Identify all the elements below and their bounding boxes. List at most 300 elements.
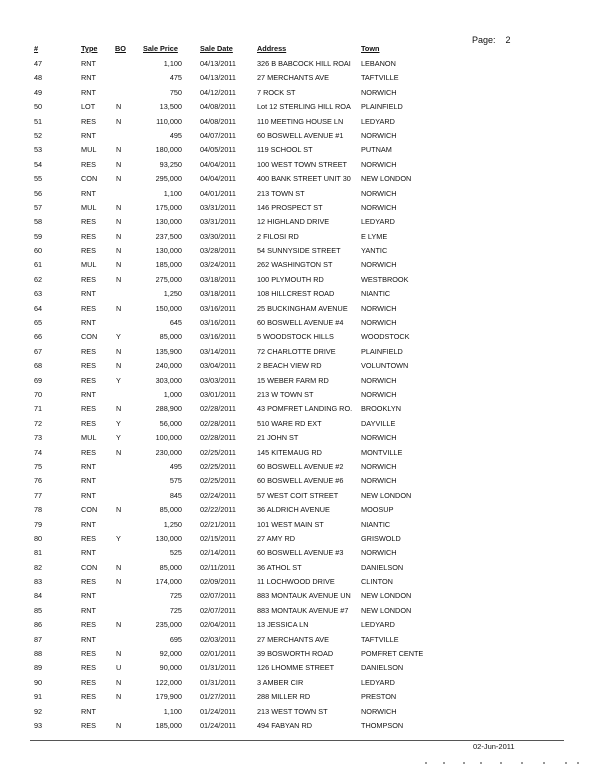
cell-sale-date: 04/13/2011 [200, 59, 236, 68]
cell-type: RES [81, 231, 97, 241]
cell-type: RES [81, 246, 97, 256]
cell-town: WOODSTOCK [361, 332, 410, 342]
table-header [0, 44, 600, 56]
cell-address: 288 MILLER RD [257, 692, 311, 702]
cell-num: 55 [34, 174, 43, 184]
cell-sale-date: 03/03/2011 [200, 375, 236, 385]
cell-num: 80 [34, 533, 43, 543]
cell-town: NORWICH [361, 303, 397, 313]
cell-num: 51 [34, 116, 43, 126]
cell-sale-date: 01/27/2011 [200, 692, 236, 702]
table-row [0, 302, 600, 316]
cell-sale-date: 04/13/2011 [200, 73, 236, 83]
cell-sale-date: 03/28/2011 [200, 246, 236, 256]
cell-address: 262 WASHINGTON ST [257, 260, 333, 270]
cell-sale-date: 04/07/2011 [200, 130, 236, 140]
cell-sale-price: 150,000 [155, 303, 182, 313]
table-row [0, 431, 600, 445]
cell-bo: N [116, 116, 122, 126]
table-row [0, 604, 600, 618]
cell-sale-date: 02/09/2011 [200, 577, 236, 587]
cell-num: 61 [34, 260, 43, 270]
table-row [0, 115, 600, 129]
cell-num: 89 [34, 663, 43, 673]
table-row [0, 374, 600, 388]
table-row [0, 460, 600, 474]
cell-town: NEW LONDON [361, 605, 412, 615]
cell-bo: N [116, 217, 122, 227]
sales-table [0, 57, 600, 733]
cell-sale-price: 93,250 [159, 159, 182, 169]
table-row [0, 215, 600, 229]
cell-town: BROOKLYN [361, 404, 402, 414]
cell-address: 15 WEBER FARM RD [257, 375, 329, 385]
cell-town: NORWICH [361, 433, 397, 443]
cell-num: 66 [34, 332, 43, 342]
cell-sale-date: 02/07/2011 [200, 591, 236, 601]
table-row [0, 100, 600, 114]
cell-num: 88 [34, 649, 43, 659]
cell-bo: Y [116, 332, 121, 342]
cell-town: NORWICH [361, 260, 397, 270]
table-row [0, 618, 600, 632]
cell-bo: N [116, 145, 122, 155]
cell-sale-date: 02/28/2011 [200, 418, 236, 428]
cell-town: TAFTVILLE [361, 634, 399, 644]
cell-town: VOLUNTOWN [361, 361, 409, 371]
cell-sale-price: 85,000 [159, 332, 182, 342]
cell-bo: N [116, 202, 122, 212]
table-row [0, 417, 600, 431]
cell-bo: N [116, 102, 122, 112]
table-row [0, 86, 600, 100]
table-row [0, 316, 600, 330]
cell-town: NIANTIC [361, 289, 391, 299]
cell-sale-price: 240,000 [155, 361, 182, 371]
cell-sale-date: 02/28/2011 [200, 433, 236, 443]
cell-sale-price: 1,250 [163, 519, 182, 529]
cell-sale-price: 92,000 [159, 649, 182, 659]
table-row [0, 503, 600, 517]
cell-address: 100 PLYMOUTH RD [257, 274, 324, 284]
cell-town: MOOSUP [361, 505, 394, 515]
cell-type: RES [81, 346, 97, 356]
cell-num: 70 [34, 389, 43, 399]
cell-type: RNT [81, 461, 96, 471]
cell-sale-date: 02/25/2011 [200, 447, 236, 457]
cell-town: DANIELSON [361, 663, 404, 673]
cell-bo: N [116, 562, 122, 572]
cell-sale-price: 175,000 [155, 202, 182, 212]
cell-address: 108 HILLCREST ROAD [257, 289, 335, 299]
cell-num: 79 [34, 519, 43, 529]
cell-town: PLAINFIELD [361, 346, 403, 356]
cell-town: NORWICH [361, 389, 397, 399]
cell-address: 60 BOSWELL AVENUE #6 [257, 476, 344, 486]
cell-sale-price: 237,500 [155, 231, 182, 241]
cell-address: 5 WOODSTOCK HILLS [257, 332, 334, 342]
cell-town: NORWICH [361, 476, 397, 486]
cell-type: RES [81, 375, 97, 385]
cell-sale-price: 130,000 [155, 246, 182, 256]
cell-address: 13 JESSICA LN [257, 620, 309, 630]
cell-sale-date: 03/18/2011 [200, 289, 236, 299]
cell-sale-price: 303,000 [155, 375, 182, 385]
scan-dot [577, 762, 579, 764]
cell-type: RES [81, 404, 97, 414]
cell-town: POMFRET CENTE [361, 649, 424, 659]
table-row [0, 158, 600, 172]
cell-sale-date: 04/12/2011 [200, 87, 236, 97]
cell-town: DANIELSON [361, 562, 404, 572]
cell-bo: N [116, 649, 122, 659]
cell-num: 73 [34, 433, 43, 443]
table-row [0, 518, 600, 532]
cell-address: 27 MERCHANTS AVE [257, 73, 330, 83]
cell-town: NORWICH [361, 461, 397, 471]
cell-sale-price: 180,000 [155, 145, 182, 155]
cell-sale-date: 02/01/2011 [200, 649, 236, 659]
cell-town: NORWICH [361, 318, 397, 328]
cell-town: E LYME [361, 231, 388, 241]
cell-sale-date: 02/25/2011 [200, 461, 236, 471]
cell-address: 27 MERCHANTS AVE [257, 634, 330, 644]
cell-sale-price: 85,000 [159, 505, 182, 515]
cell-sale-price: 230,000 [155, 447, 182, 457]
cell-num: 92 [34, 706, 43, 716]
cell-type: RES [81, 533, 97, 543]
cell-address: 54 SUNNYSIDE STREET [257, 246, 341, 256]
cell-type: RNT [81, 548, 96, 558]
cell-num: 67 [34, 346, 43, 356]
cell-sale-date: 02/14/2011 [200, 548, 236, 558]
cell-num: 52 [34, 130, 43, 140]
cell-sale-date: 03/24/2011 [200, 260, 236, 270]
cell-town: NORWICH [361, 202, 397, 212]
cell-type: RES [81, 663, 97, 673]
table-row [0, 143, 600, 157]
cell-sale-date: 04/05/2011 [200, 145, 236, 155]
cell-type: RES [81, 692, 97, 702]
cell-num: 50 [34, 102, 43, 112]
cell-type: RES [81, 361, 97, 371]
column-header-bo: BO [115, 44, 126, 53]
cell-address: 3 AMBER CIR [257, 677, 304, 687]
cell-num: 48 [34, 73, 43, 83]
cell-type: RES [81, 116, 97, 126]
cell-address: 119 SCHOOL ST [257, 145, 313, 155]
cell-bo: N [116, 303, 122, 313]
table-row [0, 71, 600, 85]
cell-type: RNT [81, 87, 96, 97]
cell-bo: N [116, 677, 122, 687]
table-row [0, 359, 600, 373]
cell-address: 883 MONTAUK AVENUE #7 [257, 605, 349, 615]
cell-town: THOMPSON [361, 720, 404, 730]
table-row [0, 57, 600, 71]
scan-dot [500, 762, 502, 764]
table-row [0, 561, 600, 575]
cell-town: NORWICH [361, 130, 397, 140]
cell-address: 2 BEACH VIEW RD [257, 361, 322, 371]
cell-town: CLINTON [361, 577, 393, 587]
cell-bo: N [116, 274, 122, 284]
cell-sale-date: 02/22/2011 [200, 505, 236, 515]
cell-sale-date: 03/14/2011 [200, 346, 236, 356]
cell-type: RES [81, 303, 97, 313]
cell-town: LEDYARD [361, 116, 395, 126]
cell-sale-price: 725 [169, 591, 182, 601]
cell-bo: N [116, 447, 122, 457]
cell-type: CON [81, 174, 98, 184]
page-value: 2 [505, 35, 511, 45]
cell-type: CON [81, 505, 98, 515]
table-row [0, 719, 600, 733]
cell-type: RNT [81, 389, 96, 399]
cell-town: NORWICH [361, 159, 397, 169]
cell-sale-date: 04/04/2011 [200, 159, 236, 169]
cell-town: YANTIC [361, 246, 388, 256]
column-header-sale-date: Sale Date [200, 44, 233, 53]
cell-sale-date: 02/21/2011 [200, 519, 236, 529]
cell-sale-price: 275,000 [155, 274, 182, 284]
cell-town: PRESTON [361, 692, 397, 702]
cell-type: MUL [81, 433, 97, 443]
cell-address: 60 BOSWELL AVENUE #4 [257, 318, 344, 328]
cell-type: RNT [81, 289, 96, 299]
cell-town: NEW LONDON [361, 174, 412, 184]
cell-address: 213 TOWN ST [257, 188, 305, 198]
cell-num: 93 [34, 720, 43, 730]
cell-sale-price: 525 [169, 548, 182, 558]
cell-sale-price: 235,000 [155, 620, 182, 630]
cell-sale-price: 185,000 [155, 260, 182, 270]
cell-address: 11 LOCHWOOD DRIVE [257, 577, 335, 587]
table-row [0, 676, 600, 690]
cell-type: LOT [81, 102, 96, 112]
cell-address: 101 WEST MAIN ST [257, 519, 324, 529]
table-row [0, 705, 600, 719]
cell-bo: N [116, 260, 122, 270]
cell-num: 76 [34, 476, 43, 486]
cell-sale-price: 750 [169, 87, 182, 97]
table-row [0, 661, 600, 675]
cell-bo: N [116, 346, 122, 356]
cell-town: LEBANON [361, 59, 396, 68]
cell-sale-price: 90,000 [159, 663, 182, 673]
column-header-type: Type [81, 44, 98, 53]
cell-sale-price: 100,000 [155, 433, 182, 443]
cell-num: 74 [34, 447, 43, 457]
cell-num: 87 [34, 634, 43, 644]
table-row [0, 575, 600, 589]
scan-dot [543, 762, 545, 764]
cell-sale-date: 03/04/2011 [200, 361, 236, 371]
cell-address: 126 LHOMME STREET [257, 663, 335, 673]
cell-sale-date: 01/24/2011 [200, 720, 236, 730]
cell-address: 12 HIGHLAND DRIVE [257, 217, 330, 227]
column-header-num: # [34, 44, 39, 53]
cell-type: CON [81, 332, 98, 342]
cell-sale-price: 122,000 [155, 677, 182, 687]
cell-town: LEDYARD [361, 677, 395, 687]
footer-date: 02-Jun-2011 [473, 742, 515, 751]
cell-sale-price: 288,900 [155, 404, 182, 414]
cell-town: NORWICH [361, 188, 397, 198]
cell-town: MONTVILLE [361, 447, 403, 457]
cell-type: RES [81, 418, 97, 428]
cell-num: 54 [34, 159, 43, 169]
cell-address: Lot 12 STERLING HILL ROA [257, 102, 351, 112]
cell-sale-price: 1,100 [163, 706, 182, 716]
cell-sale-price: 725 [169, 605, 182, 615]
scan-dot [463, 762, 465, 764]
cell-sale-date: 03/16/2011 [200, 318, 236, 328]
table-row [0, 129, 600, 143]
cell-type: RES [81, 620, 97, 630]
cell-num: 91 [34, 692, 43, 702]
cell-sale-date: 04/01/2011 [200, 188, 236, 198]
cell-num: 56 [34, 188, 43, 198]
table-row [0, 489, 600, 503]
cell-num: 49 [34, 87, 43, 97]
cell-address: 7 ROCK ST [257, 87, 296, 97]
cell-type: RNT [81, 130, 96, 140]
scan-dot [425, 762, 427, 764]
cell-num: 72 [34, 418, 43, 428]
cell-num: 69 [34, 375, 43, 385]
cell-bo: N [116, 505, 122, 515]
cell-type: RES [81, 159, 97, 169]
cell-sale-price: 130,000 [155, 217, 182, 227]
cell-address: 60 BOSWELL AVENUE #2 [257, 461, 344, 471]
cell-town: LEDYARD [361, 217, 395, 227]
table-row [0, 172, 600, 186]
cell-address: 213 W TOWN ST [257, 389, 314, 399]
cell-num: 85 [34, 605, 43, 615]
cell-sale-date: 01/31/2011 [200, 677, 236, 687]
cell-bo: Y [116, 375, 121, 385]
cell-sale-date: 03/31/2011 [200, 217, 236, 227]
cell-num: 63 [34, 289, 43, 299]
cell-sale-date: 03/30/2011 [200, 231, 236, 241]
cell-sale-price: 645 [169, 318, 182, 328]
cell-num: 77 [34, 490, 43, 500]
cell-type: RNT [81, 591, 96, 601]
cell-town: DAYVILLE [361, 418, 396, 428]
cell-type: MUL [81, 260, 97, 270]
cell-bo: N [116, 692, 122, 702]
cell-type: RES [81, 677, 97, 687]
cell-sale-date: 02/25/2011 [200, 476, 236, 486]
table-row [0, 287, 600, 301]
cell-sale-price: 13,500 [159, 102, 182, 112]
cell-num: 71 [34, 404, 43, 414]
cell-bo: N [116, 231, 122, 241]
cell-sale-price: 845 [169, 490, 182, 500]
cell-address: 72 CHARLOTTE DRIVE [257, 346, 336, 356]
cell-type: RES [81, 577, 97, 587]
cell-sale-price: 495 [169, 461, 182, 471]
cell-bo: Y [116, 533, 121, 543]
cell-sale-date: 02/11/2011 [200, 562, 236, 572]
cell-address: 36 ALDRICH AVENUE [257, 505, 330, 515]
cell-num: 84 [34, 591, 43, 601]
cell-bo: N [116, 361, 122, 371]
cell-sale-price: 1,250 [163, 289, 182, 299]
table-row [0, 201, 600, 215]
table-row [0, 474, 600, 488]
cell-type: RNT [81, 490, 96, 500]
cell-sale-date: 03/18/2011 [200, 274, 236, 284]
cell-type: RNT [81, 188, 96, 198]
table-row [0, 647, 600, 661]
table-row [0, 589, 600, 603]
cell-sale-price: 56,000 [159, 418, 182, 428]
cell-num: 53 [34, 145, 43, 155]
scan-dot [565, 762, 567, 764]
cell-type: MUL [81, 145, 97, 155]
cell-sale-date: 02/04/2011 [200, 620, 236, 630]
cell-sale-date: 02/28/2011 [200, 404, 236, 414]
table-row [0, 633, 600, 647]
cell-sale-price: 295,000 [155, 174, 182, 184]
scan-dot [480, 762, 482, 764]
cell-address: 60 BOSWELL AVENUE #3 [257, 548, 344, 558]
cell-sale-date: 04/08/2011 [200, 116, 236, 126]
cell-sale-date: 01/24/2011 [200, 706, 236, 716]
cell-address: 36 ATHOL ST [257, 562, 302, 572]
cell-num: 81 [34, 548, 43, 558]
cell-sale-date: 03/31/2011 [200, 202, 236, 212]
cell-bo: N [116, 404, 122, 414]
cell-type: RES [81, 217, 97, 227]
cell-address: 146 PROSPECT ST [257, 202, 323, 212]
cell-sale-price: 1,000 [163, 389, 182, 399]
cell-sale-price: 1,100 [163, 188, 182, 198]
cell-type: RNT [81, 634, 96, 644]
cell-town: WESTBROOK [361, 274, 409, 284]
cell-sale-price: 85,000 [159, 562, 182, 572]
cell-sale-date: 03/01/2011 [200, 389, 236, 399]
cell-bo: N [116, 159, 122, 169]
cell-type: RNT [81, 476, 96, 486]
cell-address: 110 MEETING HOUSE LN [257, 116, 344, 126]
cell-town: NIANTIC [361, 519, 391, 529]
cell-type: RES [81, 447, 97, 457]
cell-town: NORWICH [361, 548, 397, 558]
cell-type: MUL [81, 202, 97, 212]
page-label: Page: [472, 35, 496, 45]
cell-bo: Y [116, 433, 121, 443]
cell-num: 68 [34, 361, 43, 371]
cell-type: RNT [81, 706, 96, 716]
cell-town: LEDYARD [361, 620, 395, 630]
cell-num: 62 [34, 274, 43, 284]
cell-type: RNT [81, 605, 96, 615]
cell-type: RNT [81, 73, 96, 83]
cell-sale-date: 02/07/2011 [200, 605, 236, 615]
cell-num: 75 [34, 461, 43, 471]
cell-num: 58 [34, 217, 43, 227]
cell-bo: N [116, 620, 122, 630]
cell-sale-price: 1,100 [163, 59, 182, 68]
cell-num: 86 [34, 620, 43, 630]
scan-dot [521, 762, 523, 764]
table-row [0, 690, 600, 704]
table-row [0, 230, 600, 244]
cell-num: 59 [34, 231, 43, 241]
